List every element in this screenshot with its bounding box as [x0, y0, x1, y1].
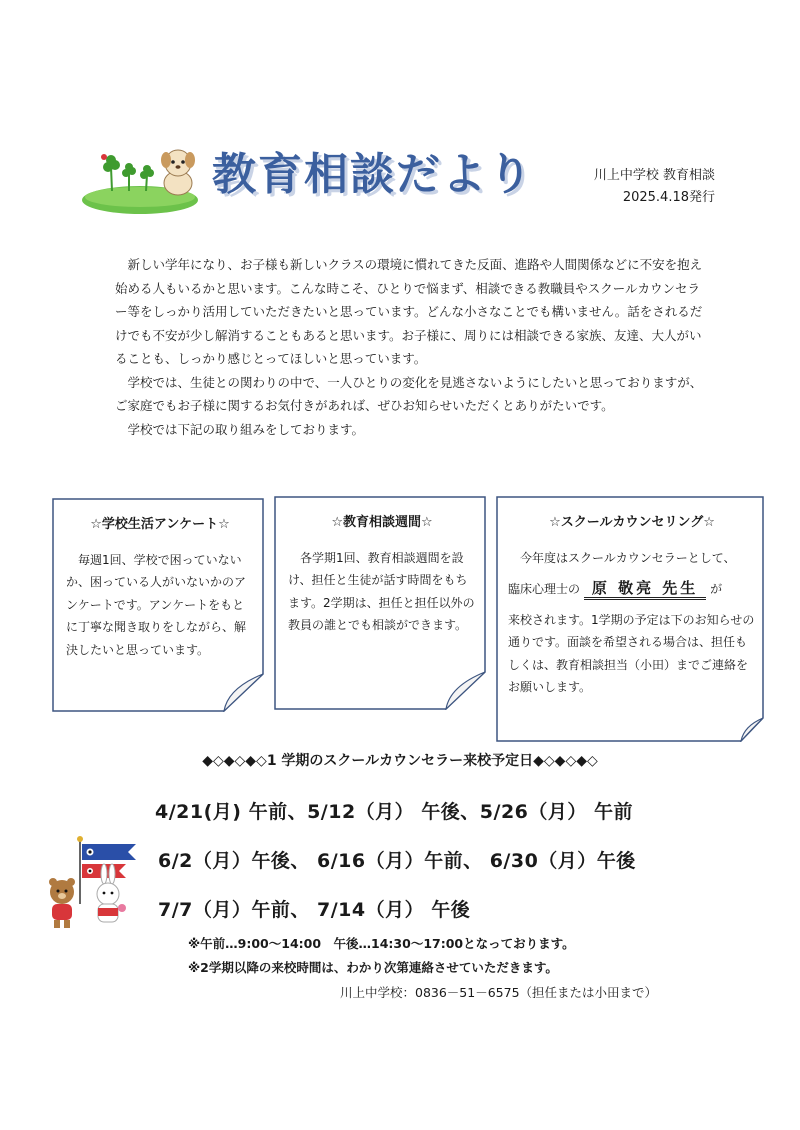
- school-counseling-note: [496, 496, 764, 742]
- puppy-clover-icon: [80, 145, 205, 219]
- survey-note-body: 毎週1回、学校で困っていないか、困っている人がいないかのアンケートです。アンケートをもとに丁寧な聞き取りをしながら、解決したいと思っています。: [66, 552, 247, 657]
- contact-info: 川上中学校：0836－51－6575（担任または小田まで）: [340, 985, 658, 1000]
- schedule-line: 7/7（月）午前、 7/14（月） 午後: [158, 899, 471, 921]
- schedule-line: 4/21(月) 午前、5/12（月） 午後、5/26（月） 午前: [155, 801, 634, 823]
- school-counseling-details: 来校されます。1学期の予定は下のお知らせの通りです。面談を希望される場合は、担任もしくは、教育相談担当（小田）までご連絡をお願いします。: [508, 612, 755, 694]
- school-counseling-title: ☆スクールカウンセリング☆: [549, 515, 715, 530]
- intro-paragraph: 新しい学年になり、お子様も新しいクラスの環境に慣れてきた反面、進路や人間関係などに不安を抱え始める人もいるかと思います。こんな時こそ、ひとりで悩まず、相談できる教職員やスクールカウンセラー等をしっかり活用していただきたいと思っています。どんな小さなことでも構いません。話をされるだけでも不安が少し解消することもあると思います。お子様に、周りには相談できる家族、友達、大人がいることも、しっかり感じとってほしいと思っています。: [115, 257, 703, 366]
- issue-date: 2025.4.18発行: [622, 190, 715, 205]
- consultation-week-body: 各学期1回、教育相談週間を設け、担任と生徒が話す時間をもちます。2学期は、担任と担任以外の教員の誰とでも相談ができます。: [288, 550, 475, 632]
- consultation-week-note: [274, 496, 486, 710]
- schedule-heading: ◆◇◆◇◆◇1 学期のスクールカウンセラー来校予定日◆◇◆◇◆◇: [202, 753, 598, 769]
- intro-paragraph: 学校では下記の取り組みをしております。: [127, 421, 365, 437]
- issuer-info: [580, 165, 715, 209]
- survey-note: [52, 498, 264, 712]
- counselor-intro: 臨床心理士の: [508, 582, 581, 596]
- time-note: ※午前…9:00～14:00 午後…14:30～17:00となっております。: [188, 936, 575, 951]
- intro-text: [115, 253, 705, 441]
- school-name: 川上中学校 教育相談: [593, 168, 715, 183]
- counselor-suffix: が: [710, 582, 723, 596]
- counselor-name: 原 敬亮 先生: [584, 579, 706, 600]
- schedule-line: 6/2（月）午後、 6/16（月）午前、 6/30（月）午後: [158, 850, 636, 872]
- second-term-note: ※2学期以降の来校時間は、わかり次第連絡させていただきます。: [188, 960, 558, 975]
- school-counseling-body: 今年度はスクールカウンセラーとして、: [520, 550, 736, 565]
- counselor-line: [508, 577, 756, 601]
- koinobori-icon: [46, 834, 146, 944]
- consultation-week-title: ☆教育相談週間☆: [331, 515, 433, 530]
- survey-note-title: ☆学校生活アンケート☆: [90, 517, 230, 532]
- intro-paragraph: 学校では、生徒との関わりの中で、一人ひとりの変化を見逃さないようにしたいと思っておりますが、ご家庭でもお子様に関するお気付きがあれば、ぜひお知らせいただくとありがたいです。: [115, 374, 703, 413]
- newsletter-title: 教育相談だより: [212, 149, 534, 200]
